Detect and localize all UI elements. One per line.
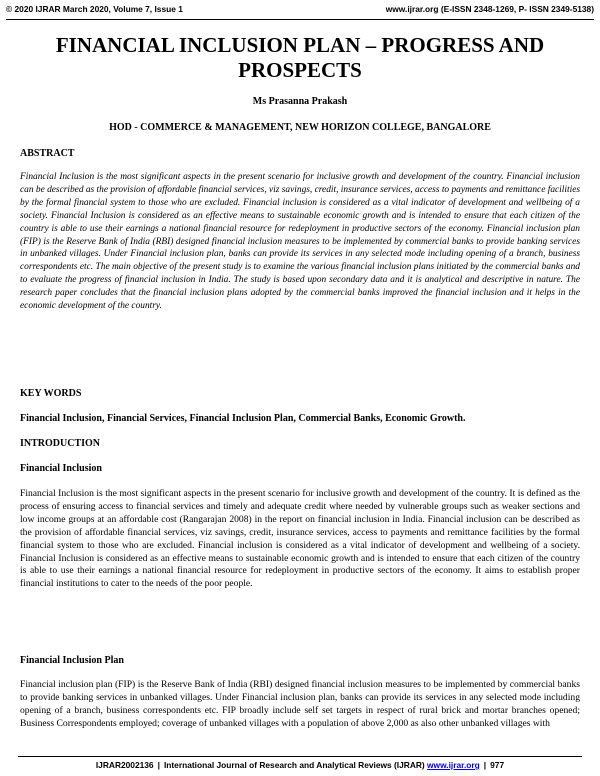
financial-inclusion-paragraph: Financial Inclusion is the most significant aspects in the present scenario for inclusive growth and development of the country. It is defined as the process of ensuring access to financial services and timely and adequate credit where needed by vulnerable groups such as weaker sections and low income groups at an affordable cost (Rangarajan 2008) in the report on financial inclusion in India. Financial inclusion can be described as the provision of affordable financial services, viz savings, credit, insurance services, access to payments and remittance facilities by the formal financial system to those who are excluded. Financial inclusion is considered as a vital indicator of development and wellbeing of a society. Financial Inclusion is considered as an effective means to sustainable economic growth and is intended to ensure that each citizen of the country is able to use their earnings a national financial resource for redeployment in productive sectors of the economy. It aims to establish proper financial institutions to cater to the needs of the poor people. <box>20 488 580 590</box>
keywords-text: Financial Inclusion, Financial Services, Financial Inclusion Plan, Commercial Banks, Economic Growth. <box>20 413 466 424</box>
footer-paper-id: IJRAR2002136 <box>95 760 154 770</box>
paper-title: FINANCIAL INCLUSION PLAN – PROGRESS AND PROSPECTS <box>55 33 545 82</box>
footer-journal-name: International Journal of Research and Analytical Reviews (IJRAR) <box>163 760 425 770</box>
running-header <box>6 4 594 18</box>
abstract-heading: ABSTRACT <box>20 148 75 159</box>
author-name: Ms Prasanna Prakash <box>252 96 348 107</box>
header-divider <box>6 19 594 20</box>
footer-divider <box>18 756 582 757</box>
footer-page-number: 977 <box>490 760 505 770</box>
financial-inclusion-plan-subheading: Financial Inclusion Plan <box>20 655 124 666</box>
financial-inclusion-plan-paragraph: Financial inclusion plan (FIP) is the Reserve Bank of India (RBI) designed financial inclusion measures to be implemented by commercial banks to provide banking services in unbanked villages. Under Financial inclusion plan, banks can provide its services in any selected mode including opening of a branch, business correspondents etc. FIP broadly include self set targets in respect of rural brick and mortar branches opened; Business Correspondents employed; coverage of unbanked villages with a population of above 2,000 as also other unbanked villages with <box>20 679 580 729</box>
author-affiliation: HOD - COMMERCE & MANAGEMENT, NEW HORIZON COLLEGE, BANGALORE <box>109 122 491 133</box>
header-citation: © 2020 IJRAR March 2020, Volume 7, Issue 1 <box>6 4 183 14</box>
financial-inclusion-subheading: Financial Inclusion <box>20 463 102 474</box>
footer-site-link[interactable]: www.ijrar.org <box>427 760 480 770</box>
header-journal-issn: www.ijrar.org (E-ISSN 2348-1269, P- ISSN 2349-5138) <box>385 4 594 14</box>
keywords-heading: KEY WORDS <box>20 388 82 399</box>
page-footer: IJRAR2002136 | International Journal of Research and Analytical Reviews (IJRAR) www.ijrar.org | 977 <box>95 760 505 770</box>
introduction-heading: INTRODUCTION <box>20 438 101 449</box>
abstract-text: Financial Inclusion is the most significant aspects in the present scenario for inclusive growth and development of the country. Financial inclusion can be described as the provision of affordable financial services, viz savings, credit, insurance services, access to payments and remittance facilities by the formal financial system to those who are excluded. Financial inclusion is considered as a vital indicator of development and wellbeing of a society. Financial Inclusion is considered as an effective means to sustainable economic growth and is intended to ensure that each citizen of the country is able to use their earnings a national financial resource for redeployment in productive sectors of the economy. Financial inclusion plan (FIP) is the Reserve Bank of India (RBI) designed financial inclusion measures to be implemented by commercial banks to provide banking services in unbanked villages. Under Financial inclusion plan, banks can provide its services in any selected mode including opening of a branch, business correspondents etc. The main objective of the present study is to examine the various financial inclusion plans initiated by the commercial banks and to evaluate the progress of financial inclusion in India. The study is based upon secondary data and it is analytical and descriptive in nature. The research paper concludes that the financial inclusion plans adopted by the commercial banks improved the financial inclusion and it helps in the economic development of the country. <box>20 172 580 312</box>
